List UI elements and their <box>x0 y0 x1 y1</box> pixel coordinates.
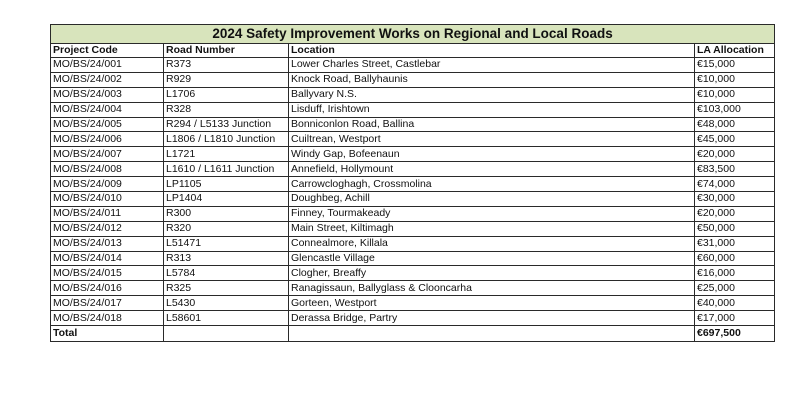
cell-project-code: MO/BS/24/016 <box>51 281 164 296</box>
cell-project-code: MO/BS/24/015 <box>51 266 164 281</box>
cell-location: Connealmore, Killala <box>289 236 695 251</box>
table-row <box>51 221 775 236</box>
cell-project-code: MO/BS/24/013 <box>51 236 164 251</box>
cell-road-number: L1610 / L1611 Junction <box>164 162 289 177</box>
total-road-blank <box>164 326 289 342</box>
cell-road-number: L5784 <box>164 266 289 281</box>
cell-project-code: MO/BS/24/004 <box>51 102 164 117</box>
cell-la-allocation: €16,000 <box>695 266 775 281</box>
table-row <box>51 206 775 221</box>
table-title-row <box>51 25 775 44</box>
cell-project-code: MO/BS/24/009 <box>51 177 164 192</box>
table-row <box>51 177 775 192</box>
cell-la-allocation: €45,000 <box>695 132 775 147</box>
total-label: Total <box>51 326 164 342</box>
cell-la-allocation: €31,000 <box>695 236 775 251</box>
cell-la-allocation: €10,000 <box>695 87 775 102</box>
table-row <box>51 296 775 311</box>
header-row <box>51 44 775 58</box>
cell-la-allocation: €83,500 <box>695 162 775 177</box>
cell-location: Bonniconlon Road, Ballina <box>289 117 695 132</box>
cell-location: Doughbeg, Achill <box>289 192 695 207</box>
table-row <box>51 132 775 147</box>
cell-la-allocation: €20,000 <box>695 147 775 162</box>
cell-road-number: R300 <box>164 206 289 221</box>
cell-road-number: LP1404 <box>164 192 289 207</box>
cell-location: Finney, Tourmakeady <box>289 206 695 221</box>
cell-road-number: L1706 <box>164 87 289 102</box>
cell-location: Derassa Bridge, Partry <box>289 311 695 326</box>
table-row <box>51 192 775 207</box>
cell-la-allocation: €25,000 <box>695 281 775 296</box>
header-project-code: Project Code <box>51 44 164 58</box>
table-row <box>51 147 775 162</box>
cell-project-code: MO/BS/24/002 <box>51 72 164 87</box>
cell-project-code: MO/BS/24/005 <box>51 117 164 132</box>
table-row <box>51 87 775 102</box>
table-row <box>51 72 775 87</box>
cell-project-code: MO/BS/24/012 <box>51 221 164 236</box>
cell-la-allocation: €48,000 <box>695 117 775 132</box>
cell-road-number: R313 <box>164 251 289 266</box>
cell-location: Carrowcloghagh, Crossmolina <box>289 177 695 192</box>
cell-la-allocation: €40,000 <box>695 296 775 311</box>
cell-project-code: MO/BS/24/011 <box>51 206 164 221</box>
cell-road-number: R325 <box>164 281 289 296</box>
total-location-blank <box>289 326 695 342</box>
cell-project-code: MO/BS/24/006 <box>51 132 164 147</box>
cell-la-allocation: €50,000 <box>695 221 775 236</box>
cell-road-number: R294 / L5133 Junction <box>164 117 289 132</box>
table-row <box>51 117 775 132</box>
cell-la-allocation: €30,000 <box>695 192 775 207</box>
table-row <box>51 58 775 73</box>
cell-la-allocation: €10,000 <box>695 72 775 87</box>
table-row <box>51 266 775 281</box>
cell-project-code: MO/BS/24/018 <box>51 311 164 326</box>
total-allocation: €697,500 <box>695 326 775 342</box>
table-row <box>51 311 775 326</box>
cell-road-number: LP1105 <box>164 177 289 192</box>
cell-location: Windy Gap, Bofeenaun <box>289 147 695 162</box>
cell-road-number: L1806 / L1810 Junction <box>164 132 289 147</box>
cell-la-allocation: €74,000 <box>695 177 775 192</box>
cell-road-number: L51471 <box>164 236 289 251</box>
cell-road-number: R328 <box>164 102 289 117</box>
cell-road-number: L5430 <box>164 296 289 311</box>
header-la-allocation: LA Allocation <box>695 44 775 58</box>
table-row <box>51 236 775 251</box>
table-row <box>51 281 775 296</box>
cell-location: Ranagissaun, Ballyglass & Clooncarha <box>289 281 695 296</box>
cell-la-allocation: €17,000 <box>695 311 775 326</box>
cell-road-number: R929 <box>164 72 289 87</box>
table-body <box>51 58 775 326</box>
cell-project-code: MO/BS/24/014 <box>51 251 164 266</box>
cell-location: Cuiltrean, Westport <box>289 132 695 147</box>
cell-project-code: MO/BS/24/008 <box>51 162 164 177</box>
cell-location: Annefield, Hollymount <box>289 162 695 177</box>
cell-project-code: MO/BS/24/001 <box>51 58 164 73</box>
cell-la-allocation: €20,000 <box>695 206 775 221</box>
table-row <box>51 102 775 117</box>
cell-project-code: MO/BS/24/010 <box>51 192 164 207</box>
cell-location: Main Street, Kiltimagh <box>289 221 695 236</box>
table-title: 2024 Safety Improvement Works on Regional and Local Roads <box>51 25 775 44</box>
cell-location: Lower Charles Street, Castlebar <box>289 58 695 73</box>
cell-road-number: R320 <box>164 221 289 236</box>
header-location: Location <box>289 44 695 58</box>
cell-road-number: L58601 <box>164 311 289 326</box>
cell-la-allocation: €15,000 <box>695 58 775 73</box>
cell-road-number: L1721 <box>164 147 289 162</box>
cell-location: Gorteen, Westport <box>289 296 695 311</box>
cell-location: Ballyvary N.S. <box>289 87 695 102</box>
cell-project-code: MO/BS/24/007 <box>51 147 164 162</box>
cell-location: Knock Road, Ballyhaunis <box>289 72 695 87</box>
cell-project-code: MO/BS/24/017 <box>51 296 164 311</box>
cell-location: Glencastle Village <box>289 251 695 266</box>
cell-la-allocation: €103,000 <box>695 102 775 117</box>
table-row <box>51 162 775 177</box>
cell-location: Clogher, Breaffy <box>289 266 695 281</box>
cell-project-code: MO/BS/24/003 <box>51 87 164 102</box>
cell-road-number: R373 <box>164 58 289 73</box>
table-row <box>51 251 775 266</box>
safety-works-table <box>50 24 775 342</box>
total-row <box>51 326 775 342</box>
cell-location: Lisduff, Irishtown <box>289 102 695 117</box>
cell-la-allocation: €60,000 <box>695 251 775 266</box>
header-road-number: Road Number <box>164 44 289 58</box>
